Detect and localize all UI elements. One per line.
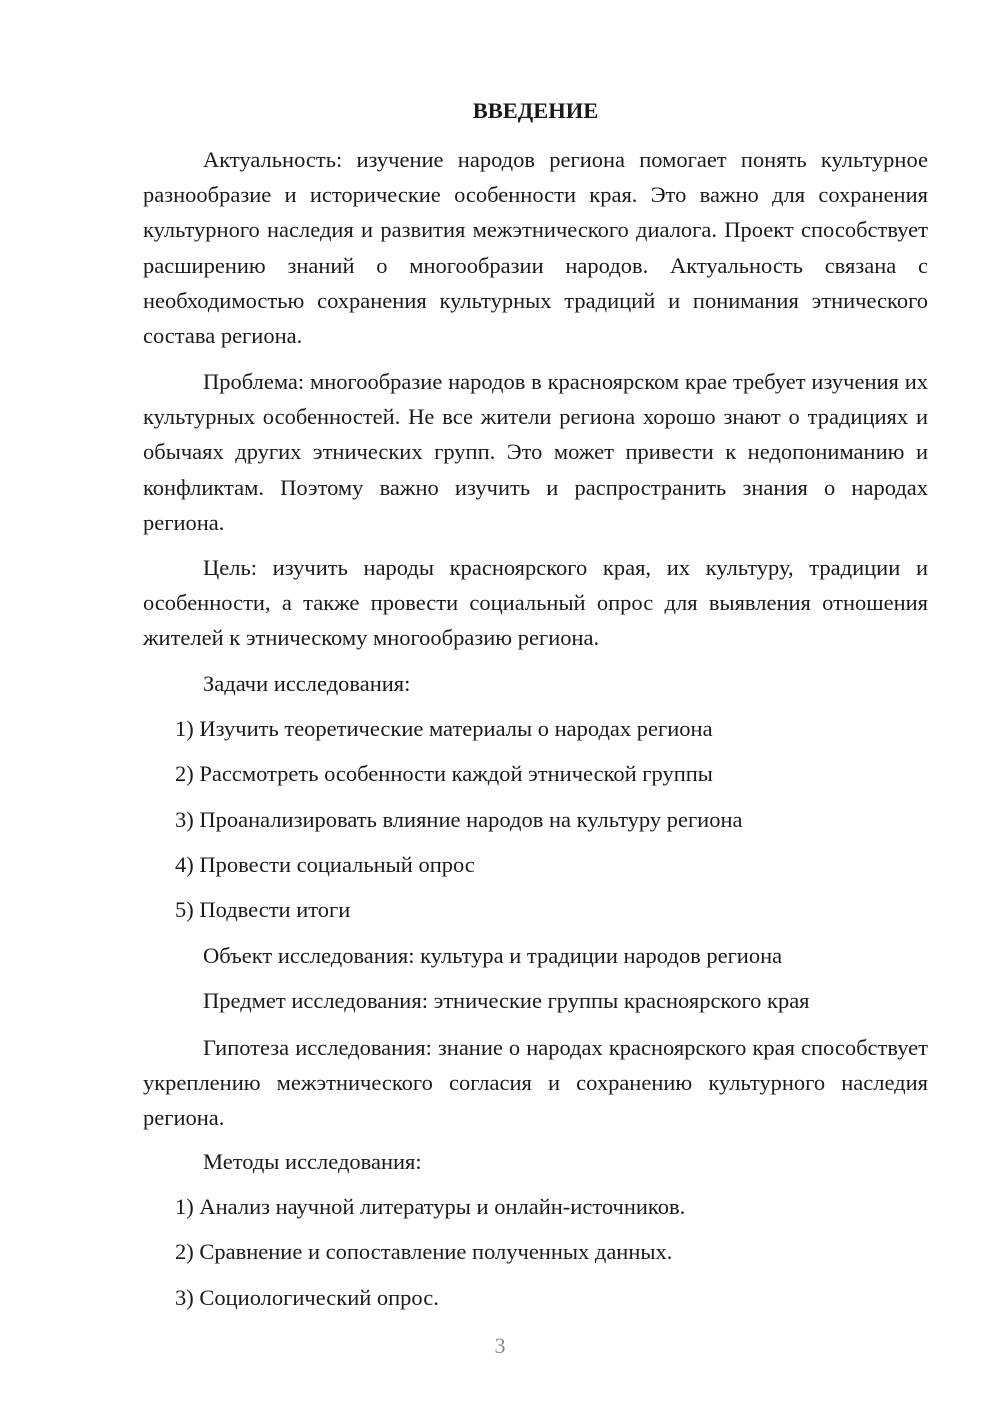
method-item-2: 2) Сравнение и сопоставление полученных данных. [175,1239,673,1264]
task-item-4: 4) Провести социальный опрос [175,852,475,877]
goal-paragraph: Цель: изучить народы красноярского края, их культуру, традиции и особенности, а также провести социальный опрос для выявления отношения жителей к этническому многообразию региона. [143,555,928,651]
methods-heading: Методы исследования: [203,1149,422,1174]
task-item-3: 3) Проанализировать влияние народов на культуру региона [175,807,743,832]
tasks-heading: Задачи исследования: [203,671,411,696]
method-item-3: 3) Социологический опрос. [175,1285,439,1310]
method-item-1: 1) Анализ научной литературы и онлайн-источников. [175,1194,686,1219]
hypothesis-paragraph: Гипотеза исследования: знание о народах красноярского края способствует укреплению межэтнического согласия и сохранению культурного наследия региона. [143,1035,928,1131]
task-item-5: 5) Подвести итоги [175,897,351,922]
task-item-1: 1) Изучить теоретические материалы о народах региона [175,716,713,741]
relevance-paragraph: Актуальность: изучение народов региона помогает понять культурное разнообразие и исторические особенности края. Это важно для сохранения культурного наследия и развития межэтнического диалога. Проект способствует расширению знаний о многообразии народов. Актуальность связана с необходимостью сохранения культурных традиций и понимания этнического состава региона. [143,147,928,349]
page-number: 3 [494,1333,506,1358]
research-object: Объект исследования: культура и традиции народов региона [203,943,783,968]
research-subject: Предмет исследования: этнические группы красноярского края [203,988,810,1013]
task-item-2: 2) Рассмотреть особенности каждой этнической группы [175,761,713,786]
section-heading: ВВЕДЕНИЕ [472,98,599,123]
problem-paragraph: Проблема: многообразие народов в красноярском крае требует изучения их культурных особенностей. Не все жители региона хорошо знают о традициях и обычаях других этнических групп. Это может привести к недопониманию и конфликтам. Поэтому важно изучить и распространить знания о народах региона. [143,369,928,535]
